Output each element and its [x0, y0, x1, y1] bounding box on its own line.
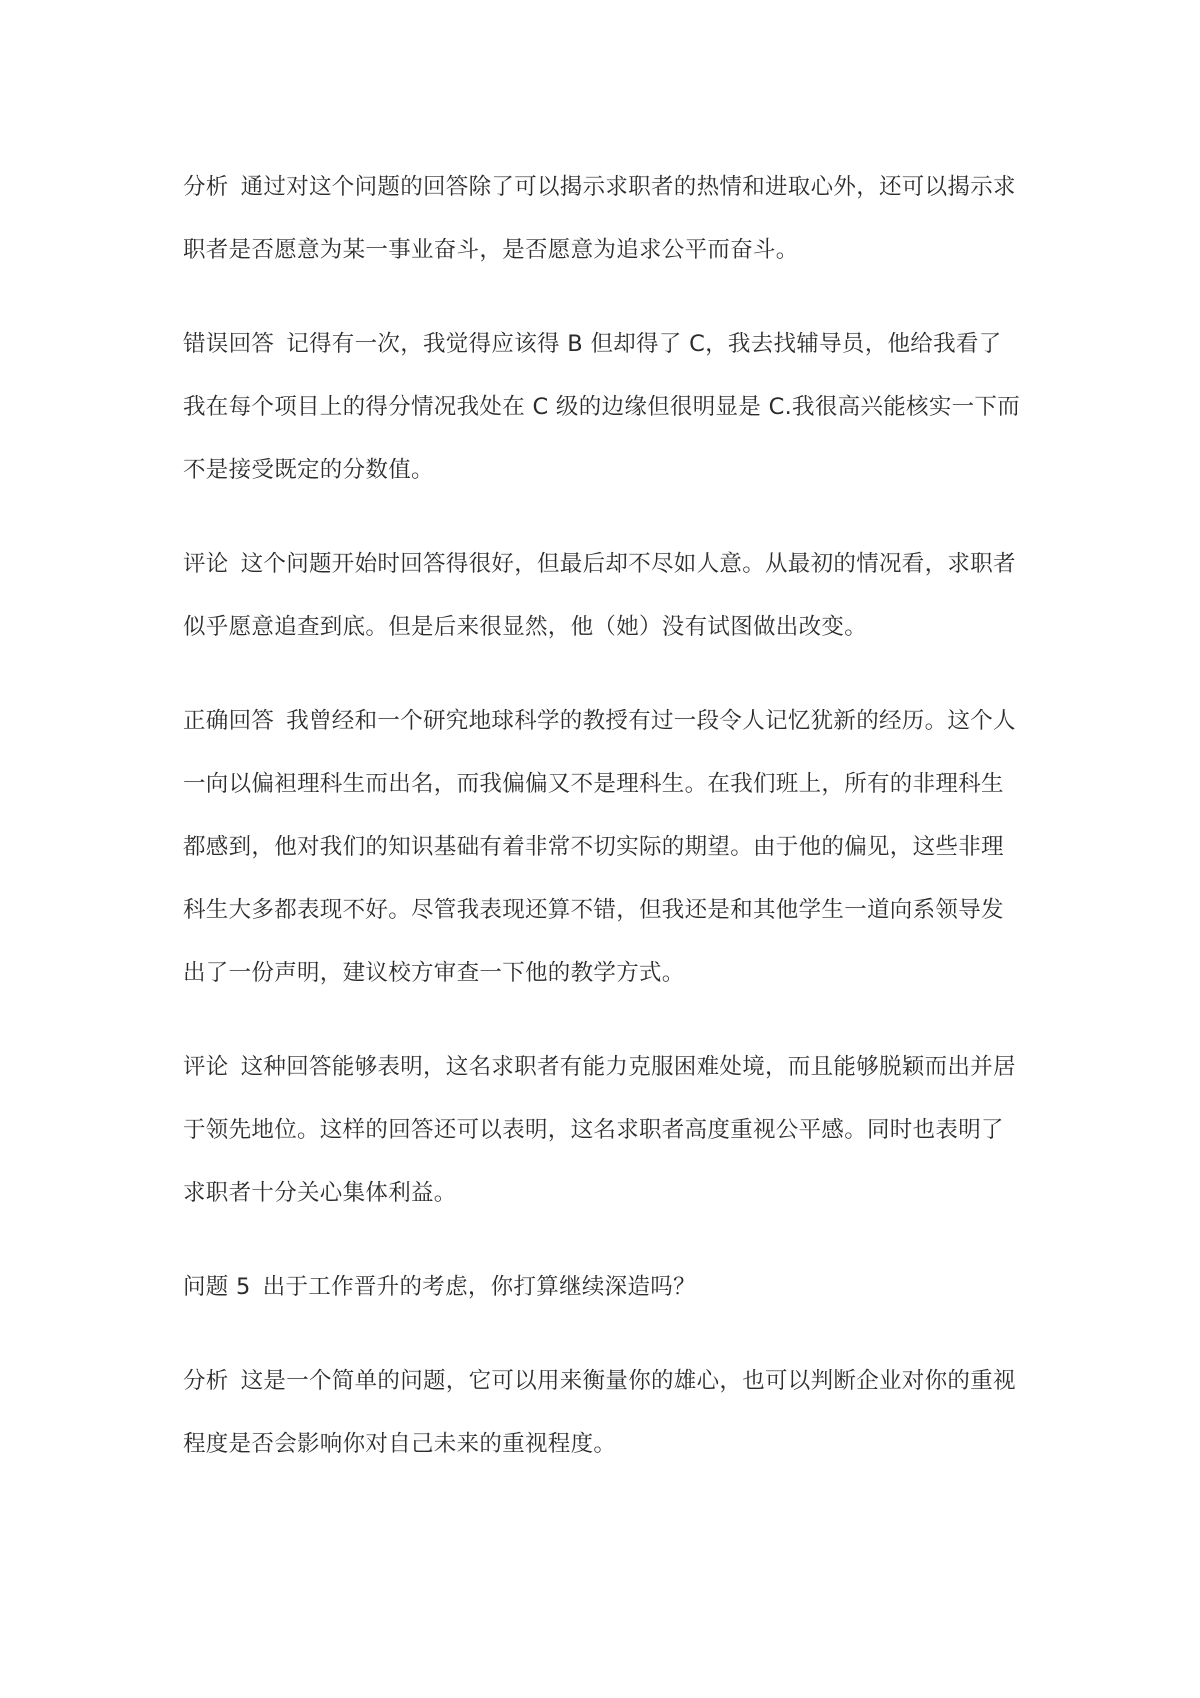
paragraph-analysis-2	[183, 1350, 1023, 1476]
paragraph-label: 评论	[183, 551, 229, 577]
paragraph-label: 问题 5	[183, 1274, 251, 1300]
paragraph-text: 记得有一次，我觉得应该得 B 但却得了 C，我去找辅导员，他给我看了我在每个项目上的得分情况我处在 C 级的边缘但很明显是 C.我很高兴能核实一下而不是接受既定的分数值。	[183, 331, 1021, 483]
paragraph-comment-2	[183, 1036, 1023, 1225]
paragraph-label: 正确回答	[183, 708, 275, 734]
paragraph-text: 我曾经和一个研究地球科学的教授有过一段令人记忆犹新的经历。这个人一向以偏袒理科生而出名，而我偏偏又不是理科生。在我们班上，所有的非理科生都感到，他对我们的知识基础有着非常不切实际的期望。由于他的偏见，这些非理科生大多都表现不好。尽管我表现还算不错，但我还是和其他学生一道向系领导发出了一份声明，建议校方审查一下他的教学方式。	[183, 708, 1016, 986]
paragraph-wrong-answer	[183, 313, 1023, 502]
paragraph-text: 通过对这个问题的回答除了可以揭示求职者的热情和进取心外，还可以揭示求职者是否愿意为某一事业奋斗，是否愿意为追求公平而奋斗。	[183, 174, 1016, 263]
paragraph-question-5	[183, 1256, 1023, 1319]
paragraph-label: 分析	[183, 1368, 229, 1394]
paragraph-text: 这是一个简单的问题，它可以用来衡量你的雄心，也可以判断企业对你的重视程度是否会影响你对自己未来的重视程度。	[183, 1368, 1016, 1457]
paragraph-text: 出于工作晋升的考虑，你打算继续深造吗？	[262, 1274, 696, 1300]
paragraph-correct-answer	[183, 690, 1023, 1005]
paragraph-analysis-1	[183, 156, 1023, 282]
paragraph-comment-1	[183, 533, 1023, 659]
paragraph-label: 评论	[183, 1054, 229, 1080]
paragraph-text: 这个问题开始时回答得很好，但最后却不尽如人意。从最初的情况看，求职者似乎愿意追查到底。但是后来很显然，他（她）没有试图做出改变。	[183, 551, 1016, 640]
paragraph-text: 这种回答能够表明，这名求职者有能力克服困难处境，而且能够脱颖而出并居于领先地位。这样的回答还可以表明，这名求职者高度重视公平感。同时也表明了求职者十分关心集体利益。	[183, 1054, 1016, 1206]
paragraph-label: 错误回答	[183, 331, 275, 357]
paragraph-label: 分析	[183, 174, 229, 200]
document-body	[183, 156, 1023, 1507]
